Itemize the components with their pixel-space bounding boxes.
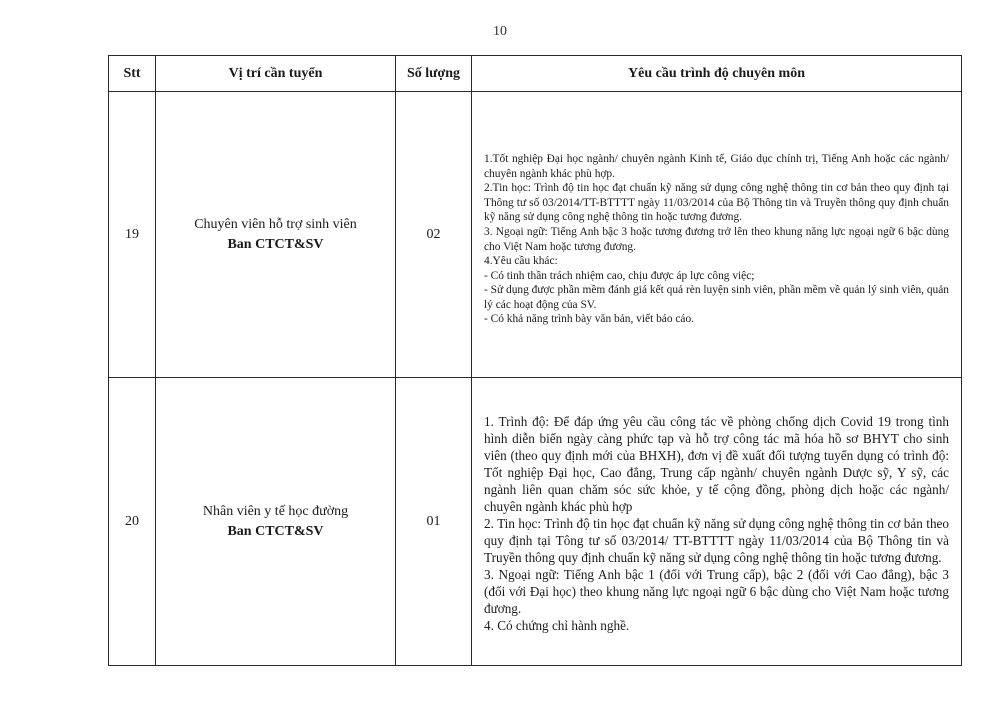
requirement-line: 1.Tốt nghiệp Đại học ngành/ chuyên ngành Kinh tế, Giáo dục chính trị, Tiếng Anh hoặc các ngành/ chuyên ngành khác phù hợp. — [484, 152, 949, 180]
row-requirements-cell — [472, 92, 962, 378]
table-header-row — [109, 56, 962, 92]
requirement-line: 3. Ngoại ngữ: Tiếng Anh bậc 3 hoặc tương đương trở lên theo khung năng lực ngoại ngữ 6 bậc dùng cho Việt Nam hoặc tương đương. — [484, 225, 949, 253]
header-quantity: Số lượng — [396, 56, 472, 92]
position-title: Chuyên viên hỗ trợ sinh viên — [194, 216, 357, 232]
requirement-line: 4.Yêu cầu khác: — [484, 255, 558, 268]
department-label: Ban CTCT&SV — [227, 523, 324, 539]
page-number: 10 — [493, 24, 507, 39]
recruitment-table — [108, 55, 962, 666]
requirement-line: 4. Có chứng chỉ hành nghề. — [484, 618, 630, 633]
header-requirements: Yêu cầu trình độ chuyên môn — [472, 56, 962, 92]
row-position-cell — [156, 378, 396, 666]
requirement-line: 2.Tin học: Trình độ tin học đạt chuẩn kỹ năng sử dụng công nghệ thông tin cơ bản theo quy định tại Thông tư số 03/2014/TT-BTTTT ngày 11/03/2014 của Bộ Thông tin và Truyền thông quy định chuẩn kỹ năng sử dụng công nghệ thông tin hoặc tương đương. — [484, 182, 949, 224]
header-position: Vị trí cần tuyển — [156, 56, 396, 92]
requirement-line: 1. Trình độ: Để đáp ứng yêu cầu công tác về phòng chống dịch Covid 19 trong tình hình diễn biến ngày càng phức tạp và hỗ trợ công tác mã hóa hồ sơ BHYT cho sinh viên (theo quy định mới của BHXH), đơn vị đề xuất đối tượng tuyển dụng có trình độ: Tốt nghiệp Đại học, Cao đẳng, Trung cấp ngành/ chuyên ngành Dược sỹ, Y sỹ, các ngành liên quan chăm sóc sức khỏe, y tế cộng đồng, phòng dịch hoặc các ngành/ chuyên ngành khác phù hợp — [484, 414, 949, 514]
requirement-line: - Sử dụng được phần mềm đánh giá kết quả rèn luyện sinh viên, phần mềm về quản lý sinh viên, quản lý các hoạt động của SV. — [484, 284, 949, 311]
requirement-line: - Có khả năng trình bày văn bản, viết báo cáo. — [484, 313, 695, 326]
row-stt: 19 — [109, 92, 156, 378]
requirement-line: 2. Tin học: Trình độ tin học đạt chuẩn kỹ năng sử dụng công nghệ thông tin cơ bản theo quy định tại Tông tư số 03/2014/ TT-BTTTT ngày 11/03/2014 của Bộ Thông tin và Truyền thông quy định chuẩn kỹ năng sử dụng công nghệ thông tin hoặc tương đương. — [484, 516, 949, 565]
row-stt: 20 — [109, 378, 156, 666]
row-quantity: 02 — [396, 92, 472, 378]
row-requirements-cell — [472, 378, 962, 666]
row-quantity: 01 — [396, 378, 472, 666]
requirement-line: - Có tinh thần trách nhiệm cao, chịu được áp lực công việc; — [484, 269, 755, 282]
row-position-cell — [156, 92, 396, 378]
header-stt: Stt — [109, 56, 156, 92]
table-row — [109, 378, 962, 666]
requirement-line: 3. Ngoại ngữ: Tiếng Anh bậc 1 (đối với Trung cấp), bậc 2 (đối với Cao đẳng), bậc 3 (đối với Đại học) theo khung năng lực ngoại ngữ 6 bậc dùng cho Việt Nam hoặc tương đương. — [484, 567, 949, 616]
department-label: Ban CTCT&SV — [227, 236, 324, 252]
table-row — [109, 92, 962, 378]
position-title: Nhân viên y tế học đường — [202, 503, 349, 519]
